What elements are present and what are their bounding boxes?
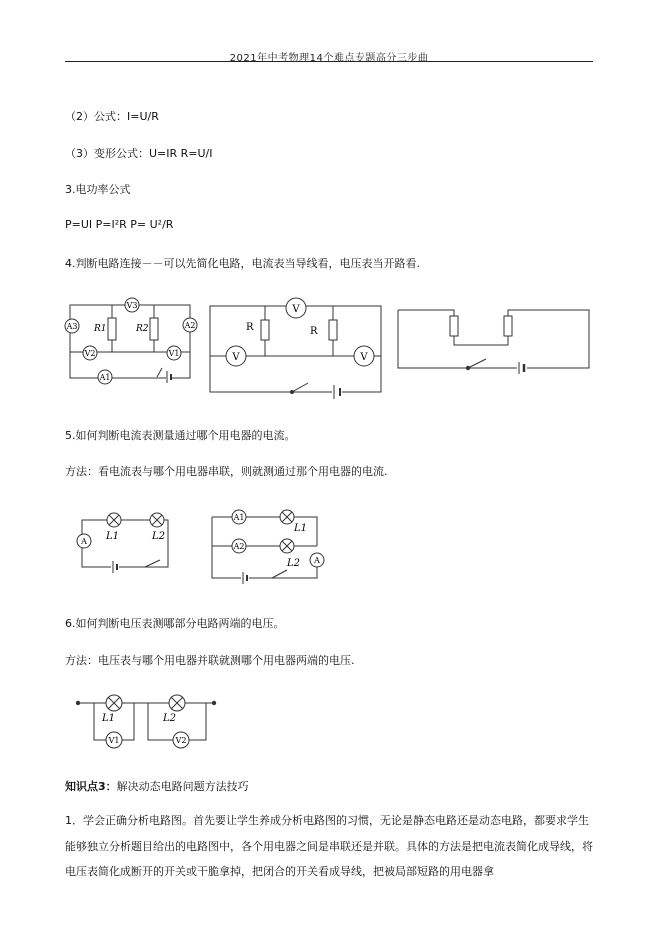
- svg-text:V1: V1: [168, 349, 180, 358]
- c1-r1-label: R1: [94, 324, 107, 334]
- c6-l2-label: L2: [163, 713, 177, 724]
- c4-l2-label: L2: [152, 531, 166, 542]
- c4-l1-label: L1: [106, 531, 120, 542]
- svg-text:V: V: [232, 352, 240, 363]
- section-6-title: 6.如何判断电压表测哪部分电路两端的电压。: [65, 617, 285, 630]
- svg-text:V2: V2: [175, 736, 187, 745]
- svg-text:A2: A2: [233, 542, 245, 551]
- svg-text:A: A: [81, 537, 87, 546]
- section-4-title: 4.判断电路连接－－可以先简化电路，电流表当导线看，电压表当开路看.: [65, 257, 420, 270]
- c6-voltmeter-v1: [106, 732, 122, 748]
- section-6-method: 方法：电压表与哪个用电器并联就测哪个用电器两端的电压.: [65, 654, 355, 667]
- svg-text:V3: V3: [126, 301, 138, 310]
- page-header: 2021年中考物理14个难点专题高分三步曲: [229, 53, 429, 64]
- svg-text:V: V: [360, 352, 368, 363]
- svg-text:A3: A3: [66, 322, 78, 331]
- c1-r2-label: R2: [136, 324, 149, 334]
- kp-title: 解决动态电路问题方法技巧: [116, 780, 249, 793]
- svg-text:V1: V1: [108, 736, 120, 745]
- dynamic-circuit-paragraph: 1．学会正确分析电路图。首先要让学生养成分析电路图的习惯，无论是静态电路还是动态电路，都要求学生能够独立分析题目给出的电路图中，各个用电器之间是串联还是并联。具体的方法是把电流表简化成导线，将电压表简化成断开的开关或干脆拿掉，把闭合的开关看成导线，把被局部短路的用电器拿: [65, 814, 593, 878]
- formula-variant-line: （3）变形公式：U=IR R=U/I: [65, 147, 213, 160]
- svg-text:A1: A1: [233, 513, 245, 522]
- knowledge-point-3-heading: [65, 778, 249, 794]
- section-5-method: 方法：看电流表与哪个用电器串联，则就测通过那个用电器的电流.: [65, 465, 388, 478]
- svg-text:V: V: [292, 304, 300, 315]
- c6-lamp-l2: [169, 695, 185, 711]
- formula-ohm-line: （2）公式：I=U/R: [65, 110, 159, 123]
- c5-l1-label: L1: [294, 523, 308, 534]
- svg-text:A2: A2: [184, 321, 196, 330]
- power-formula-line: P=UI P=I²R P= U²/R: [65, 218, 174, 231]
- c6-lamp-l1: [106, 695, 122, 711]
- kp-label: 知识点3：: [65, 780, 117, 793]
- c6-voltmeter-v2: [173, 732, 189, 748]
- svg-text:V2: V2: [84, 349, 96, 358]
- c6-l1-label: L1: [102, 713, 116, 724]
- svg-text:A1: A1: [99, 373, 111, 382]
- svg-text:A: A: [314, 556, 320, 565]
- c5-l2-label: L2: [287, 558, 301, 569]
- c2-r2-label: R: [310, 326, 318, 337]
- section-3-title: 3.电功率公式: [65, 183, 131, 196]
- section-5-title: 5.如何判断电流表测量通过哪个用电器的电流。: [65, 429, 296, 442]
- c2-r1-label: R: [246, 322, 254, 333]
